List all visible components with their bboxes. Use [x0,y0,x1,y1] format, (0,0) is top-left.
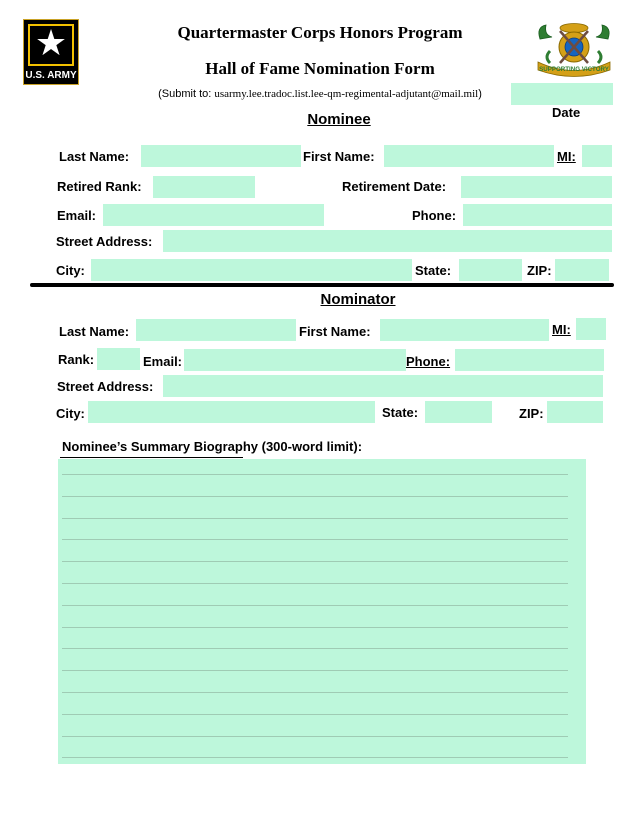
nominator-city-label: City: [56,406,85,421]
nominee-last-name-label: Last Name: [59,149,130,164]
biography-label: Nominee’s Summary Biography (300-word limit): [62,439,363,454]
qm-logo-text: SUPPORTING VICTORY [539,66,609,73]
date-field[interactable] [511,83,613,105]
nominator-first-name-label: First Name: [299,324,371,339]
nominee-street-address-field[interactable] [163,230,612,252]
date-label: Date [552,105,581,120]
nominator-mi-label: MI: [552,322,571,337]
submit-prefix: (Submit to: [158,88,215,100]
star-icon: ★ [34,22,68,63]
program-title: Quartermaster Corps Honors Program [177,23,463,42]
nominee-retirement-date-field[interactable] [461,176,612,198]
form-title: Hall of Fame Nomination Form [205,59,435,78]
nominator-street-address-label: Street Address: [57,379,154,394]
nominator-first-name-field[interactable] [380,319,549,341]
nominee-phone-field[interactable] [463,204,612,226]
nominee-retired-rank-field[interactable] [153,176,255,198]
nominee-mi-label: MI: [557,149,576,164]
nominator-last-name-field[interactable] [136,319,296,341]
nominee-city-label: City: [56,263,85,278]
nominator-street-address-field[interactable] [163,375,603,397]
nominee-retirement-date-label: Retirement Date: [342,179,447,194]
nominee-mi-field[interactable] [582,145,612,167]
nominee-city-field[interactable] [91,259,412,281]
biography-label-underline [60,457,243,458]
nominee-state-label: State: [415,263,452,278]
nominator-city-field[interactable] [88,401,375,423]
nominee-heading: Nominee [307,111,371,128]
nominator-heading: Nominator [320,291,396,308]
nominee-phone-label: Phone: [412,208,457,223]
nominator-rank-label: Rank: [58,352,95,367]
section-divider [30,283,614,287]
nominator-state-field[interactable] [425,401,492,423]
nominee-email-field[interactable] [103,204,324,226]
nominator-state-label: State: [382,405,419,420]
nominator-last-name-label: Last Name: [59,324,130,339]
nominator-phone-label: Phone: [406,354,451,369]
nominee-state-field[interactable] [459,259,522,281]
submit-suffix: ) [478,88,482,100]
nominator-email-label: Email: [143,354,183,369]
nominee-first-name-field[interactable] [384,145,554,167]
nominee-email-label: Email: [57,208,97,223]
nominee-street-address-label: Street Address: [56,234,153,249]
nominator-email-field[interactable] [184,349,406,371]
nominee-zip-field[interactable] [555,259,609,281]
nominator-zip-label: ZIP: [519,406,544,421]
biography-textarea[interactable] [58,459,586,764]
submit-email-address: usarmy.lee.tradoc.list.lee-qm-regimental-adjutant@mail.mil [214,88,479,100]
nominator-rank-field[interactable] [97,348,140,370]
nominator-zip-field[interactable] [547,401,603,423]
nominee-retired-rank-label: Retired Rank: [57,179,142,194]
nominator-mi-field[interactable] [576,318,606,340]
nominee-first-name-label: First Name: [303,149,375,164]
nominator-phone-field[interactable] [455,349,604,371]
nominee-zip-label: ZIP: [527,263,552,278]
nominee-last-name-field[interactable] [141,145,301,167]
army-logo-text: U.S. ARMY [25,70,77,81]
